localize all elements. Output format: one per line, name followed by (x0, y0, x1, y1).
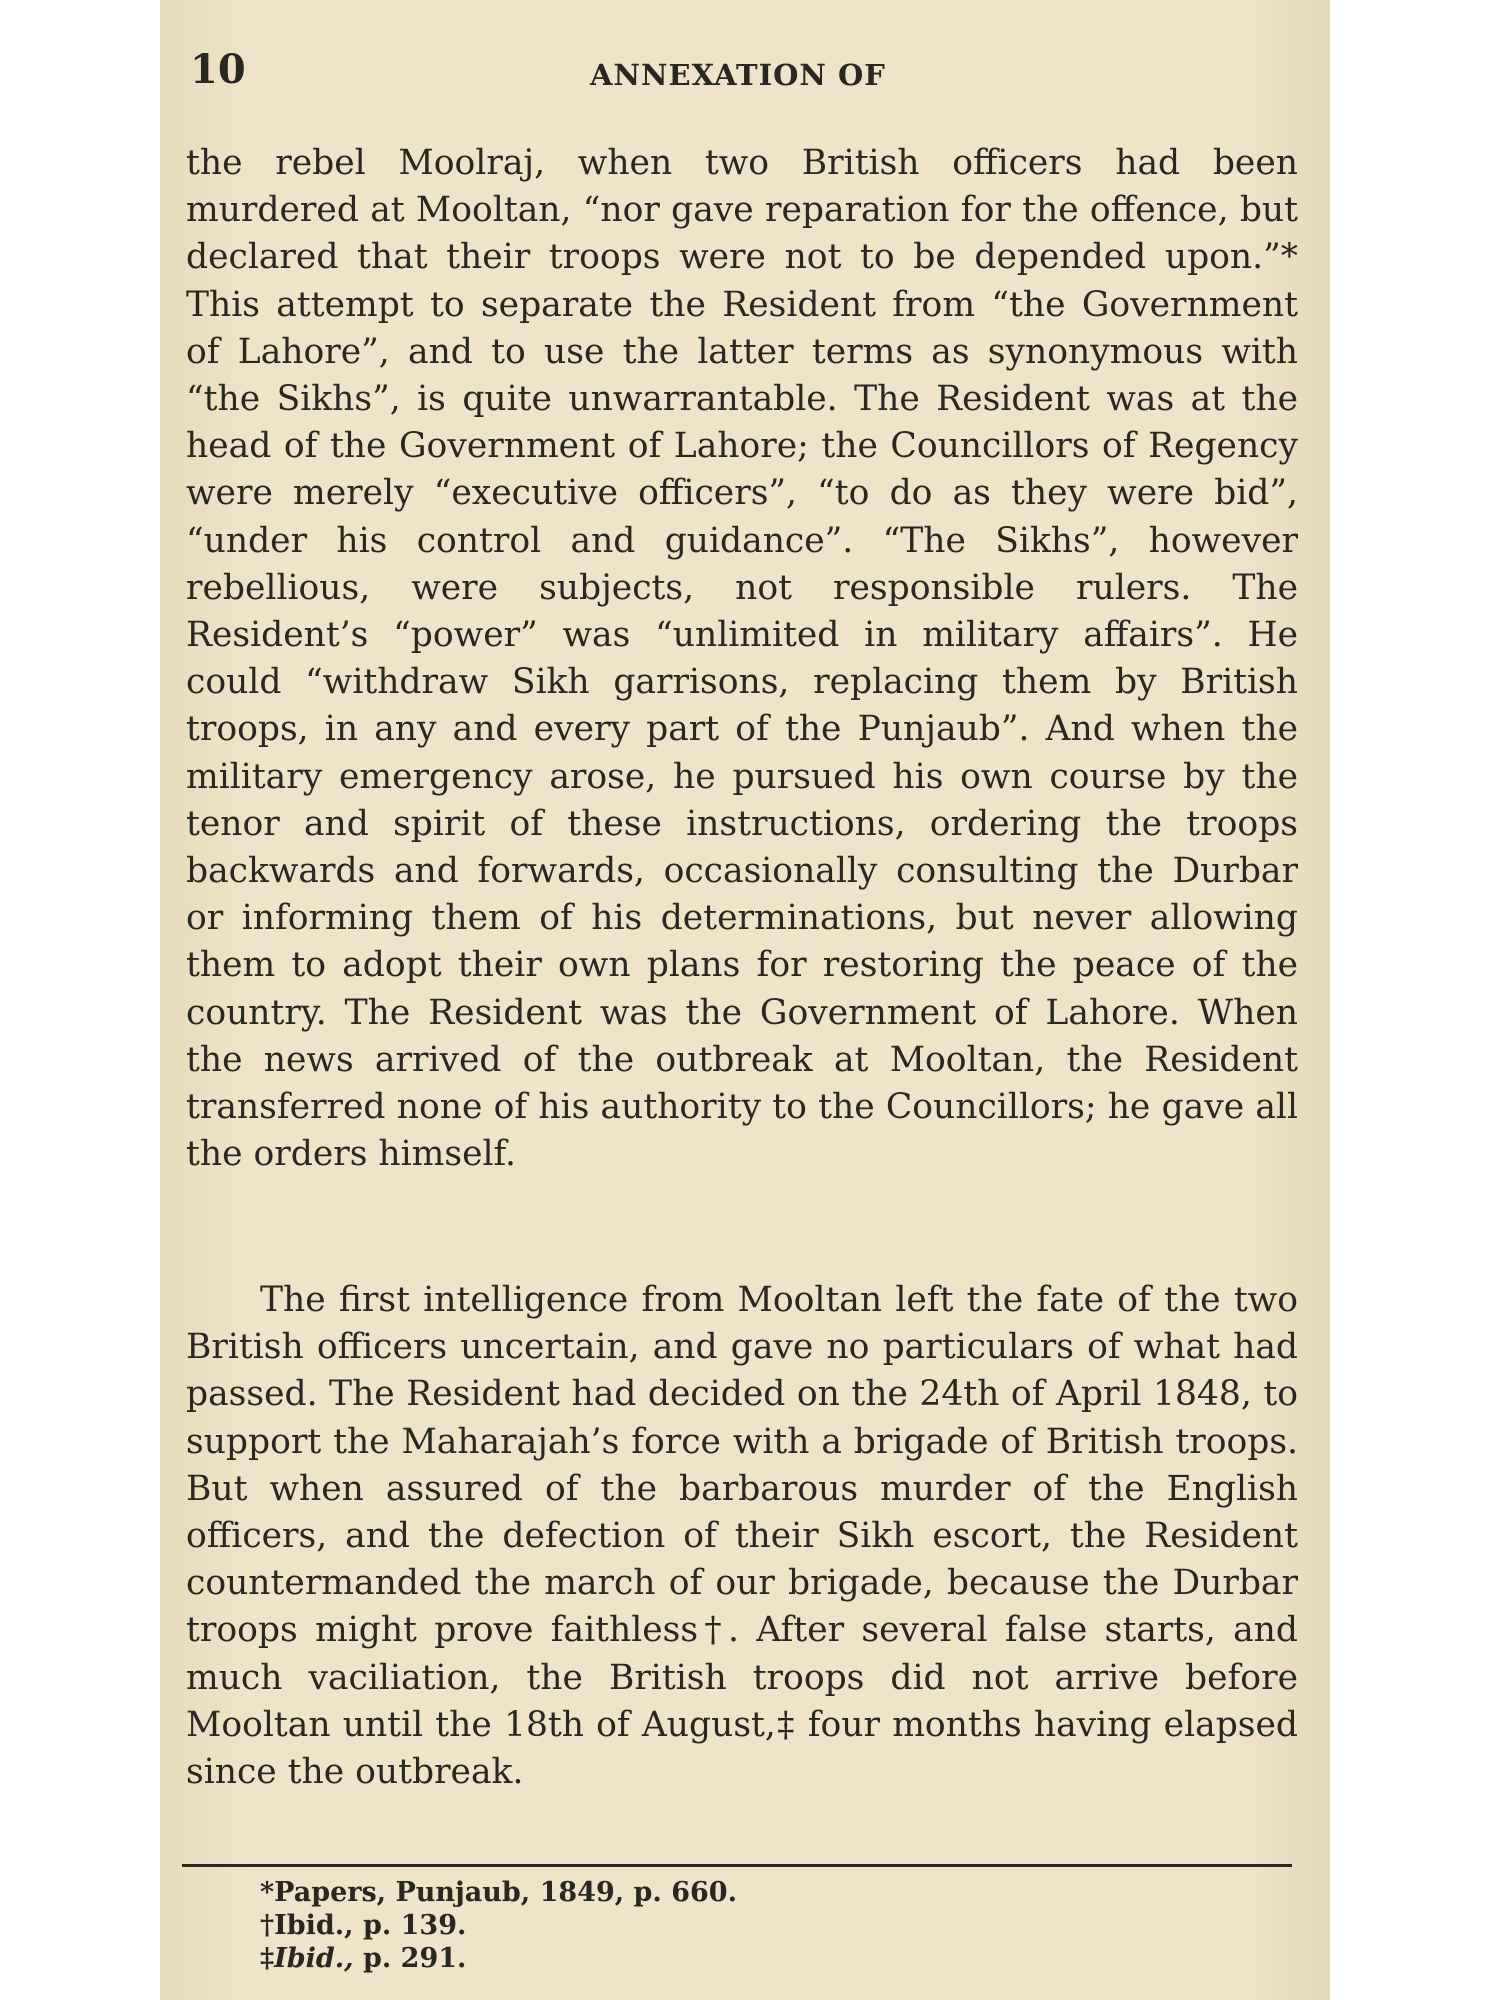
footnote: †Ibid., p. 139. (260, 1910, 467, 1941)
footnote-mark: ‡ (260, 1943, 275, 1974)
page-number: 10 (190, 46, 246, 93)
footnote-divider (182, 1864, 1292, 1867)
footnote-ibid: Ibid., (274, 1943, 354, 1974)
footnotes (260, 1876, 737, 1975)
running-head: ANNEXATION OF (590, 58, 886, 92)
book-page (160, 0, 1330, 2000)
footnote: *Papers, Punjaub, 1849, p. 660. (260, 1877, 737, 1908)
paragraph: The first intelligence from Mooltan left the fate of the two British officers uncertain, and gave no particulars of what had passed. The Resident had decided on the 24th of April 1848, to support the Maharajah’s force with a brigade of British troops. But when assured of the barbarous murder of the English officers, and the defection of their Sikh escort, the Resident countermanded the march of our brigade, because the Durbar troops might prove faithless†. After several false starts, and much vaciliation, the British troops did not arrive before Mooltan until the 18th of August,‡ four months having elapsed since the outbreak. (186, 1280, 1298, 1793)
footnote-ref: p. 291. (353, 1943, 467, 1974)
footnote (260, 1942, 737, 1975)
paragraph: the rebel Moolraj, when two British officers had been murdered at Mooltan, “nor gave reparation for the offence, but declared that their troops were not to be depended upon.”* This attempt to separate the Resident from “the Government of Lahore”, and to use the latter terms as synonymous with “the Sikhs”, is quite unwarrantable. The Resident was at the head of the Government of Lahore; the Councillors of Regency were merely “executive officers”, “to do as they were bid”, “under his control and guidance”. “The Sikhs”, however rebellious, were subjects, not responsible rulers. The Resident’s “power” was “unlimited in military affairs”. He could “withdraw Sikh garrisons, replacing them by British troops, in any and every part of the Punjaub”. And when the military emergency arose, he pursued his own course by the tenor and spirit of these instructions, ordering the troops backwards and forwards, occasionally consulting the Durbar or informing them of his determinations, but never allowing them to adopt their own plans for restoring the peace of the country. The Resident was the Government of Lahore. When the news arrived of the outbreak at Mooltan, the Resident transferred none of his authority to the Councillors; he gave all the orders himself. (186, 143, 1298, 1175)
